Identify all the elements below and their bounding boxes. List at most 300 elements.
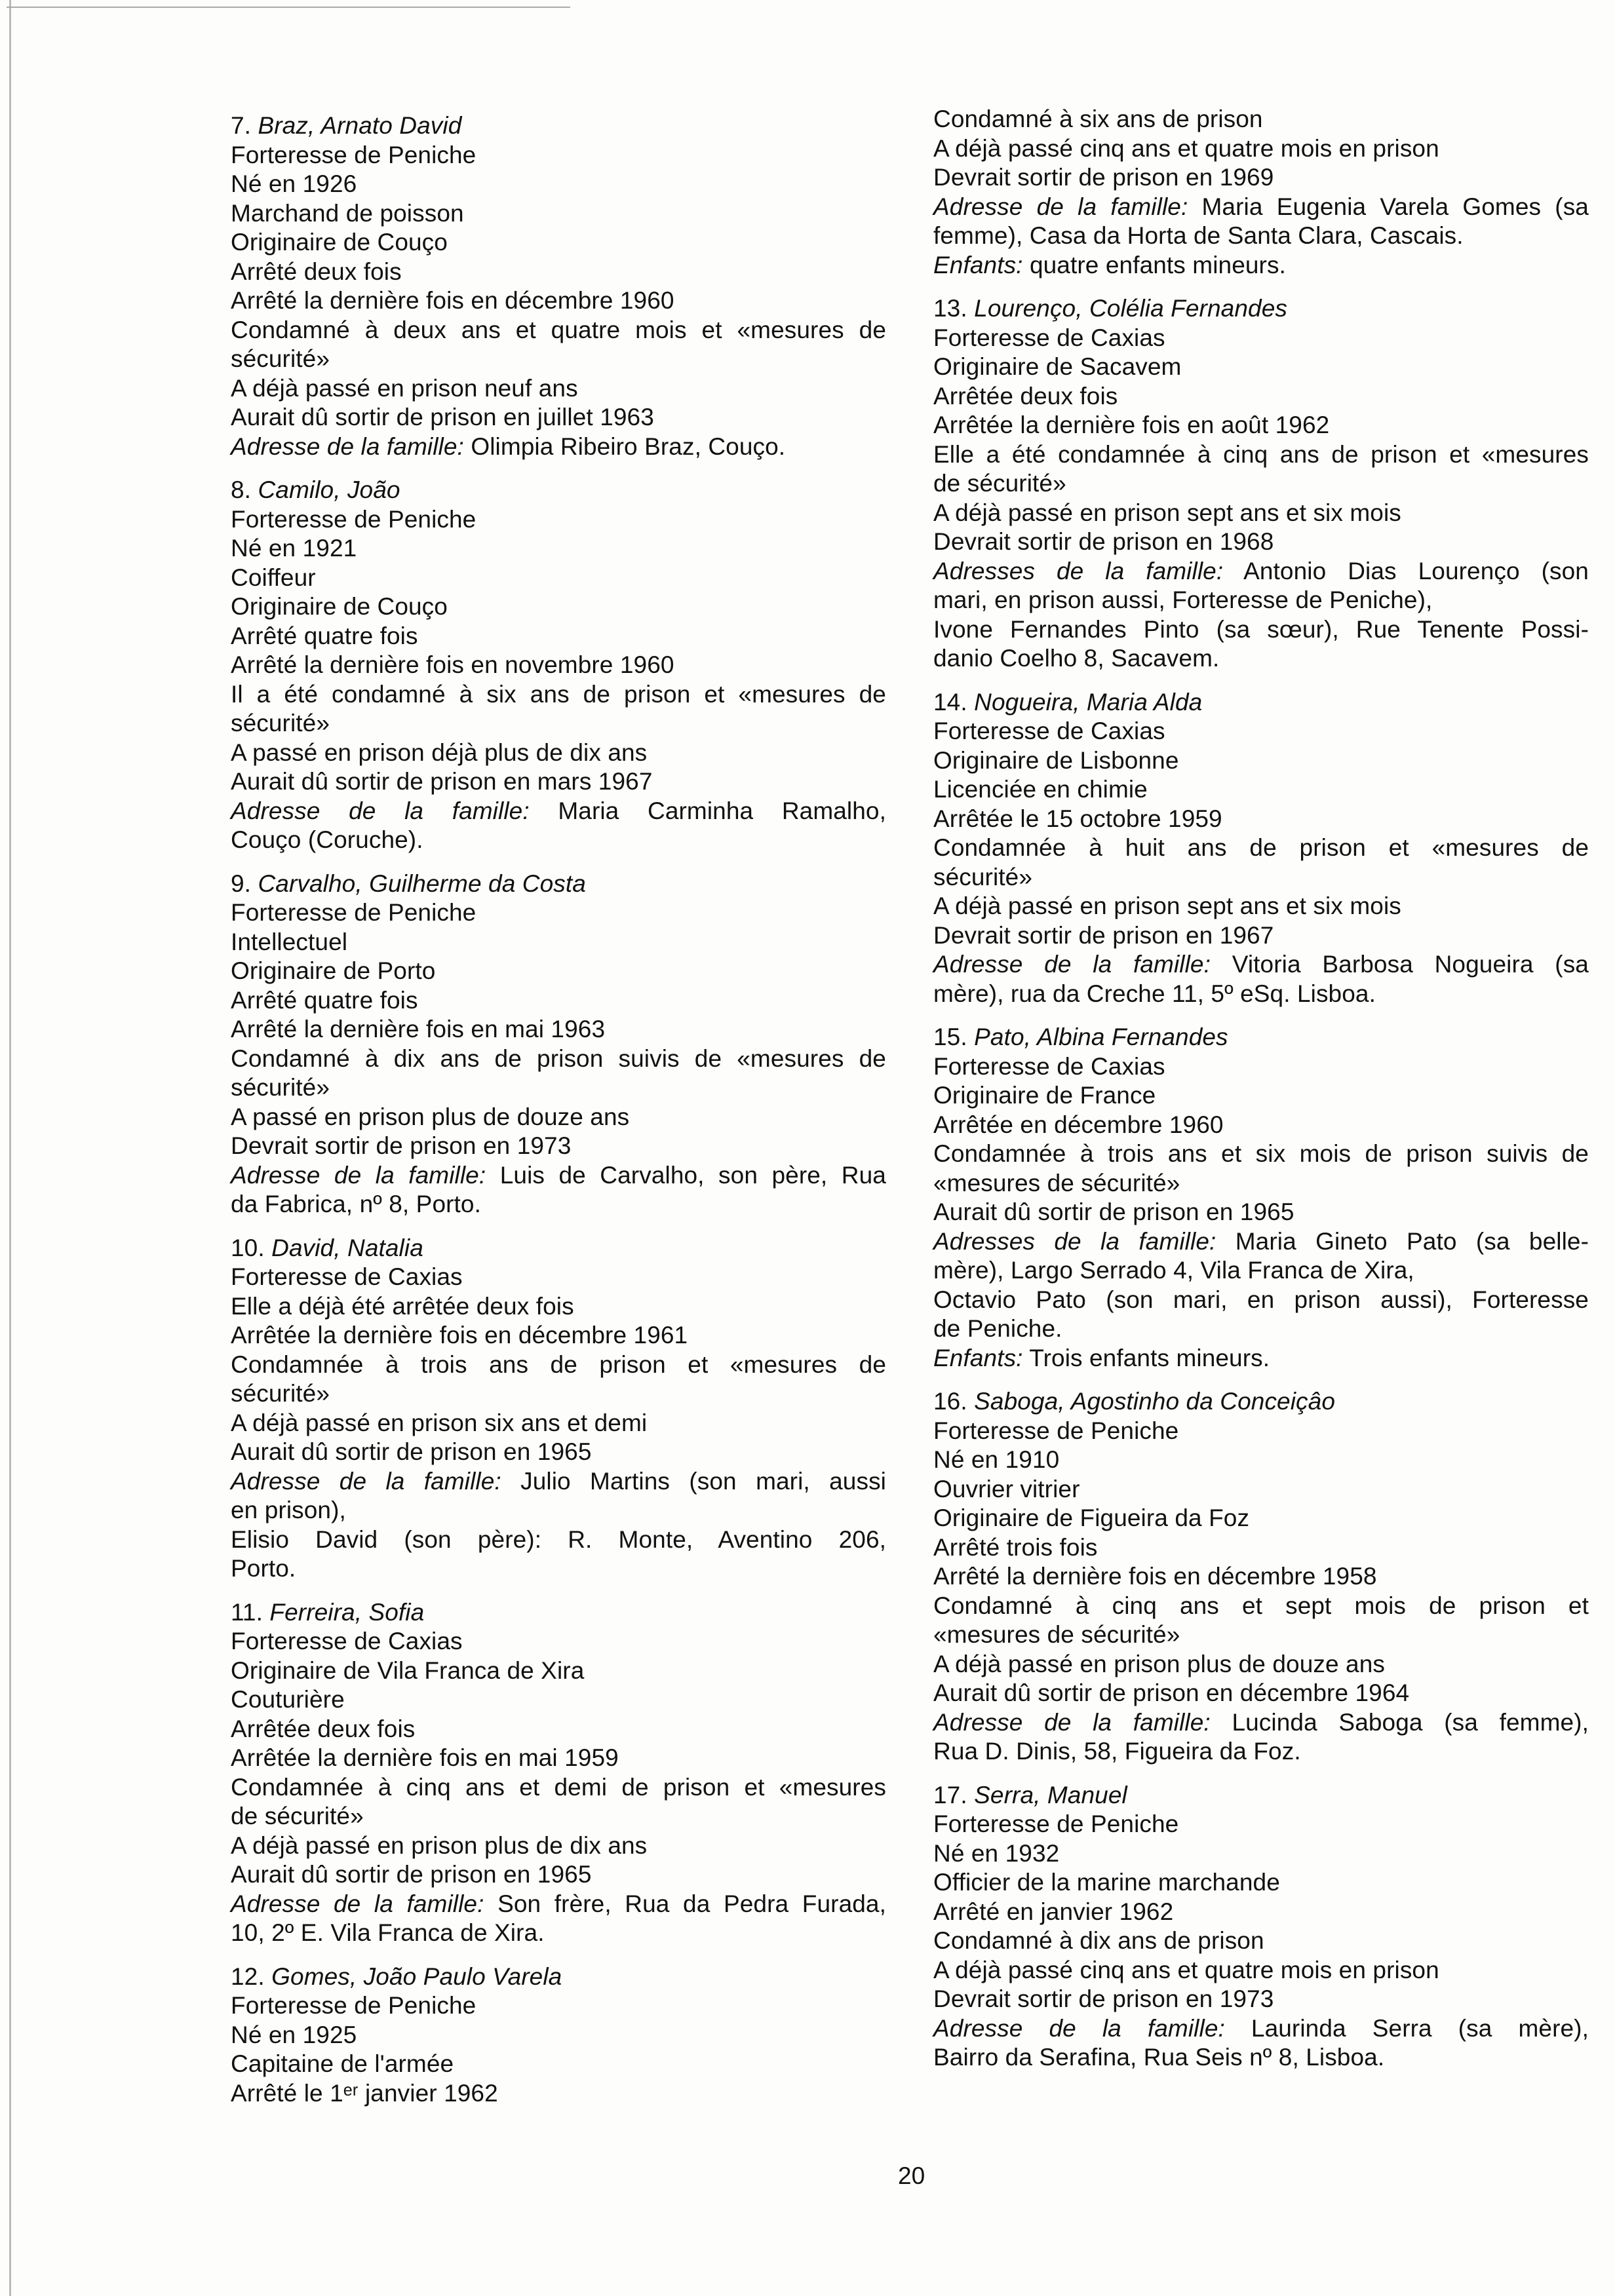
field-text: Antonio Dias Lourenço (son: [1223, 557, 1589, 584]
field-text: Devrait sortir de prison en 1968: [933, 528, 1274, 555]
entry-line: [933, 1344, 1589, 1373]
field-text: sécurité»: [933, 863, 1033, 890]
field-text: Aurait dû sortir de prison en 1965: [933, 1198, 1294, 1225]
entry-number: 12.: [231, 1962, 265, 1990]
field-text: Originaire de France: [933, 1082, 1156, 1109]
entry-line: [231, 286, 886, 316]
field-text: de sécurité»: [933, 470, 1066, 497]
field-text: Originaire de Vila Franca de Xira: [231, 1656, 585, 1684]
entry-line: [933, 1139, 1589, 1169]
entry-line: [933, 193, 1589, 222]
entry-line: [231, 2050, 886, 2079]
field-text: Condamnée à cinq ans et demi de prison et «mesures: [231, 1773, 886, 1801]
entry-line: [231, 1409, 886, 1438]
field-text: Forteresse de Peniche: [933, 1810, 1179, 1837]
entry-line: [933, 892, 1589, 921]
field-text: sécurité»: [231, 710, 330, 737]
field-text: Condamné à cinq ans et sept mois de prison et: [933, 1592, 1589, 1619]
entry-line: [933, 1504, 1589, 1533]
entry-line: [231, 1379, 886, 1409]
field-text: Intellectuel: [231, 928, 348, 955]
field-label: Adresse de la famille:: [231, 1467, 501, 1495]
entry-line: [933, 746, 1589, 776]
entry-line: [933, 717, 1589, 746]
field-text: Luis de Carvalho, son père, Rua: [486, 1161, 886, 1189]
field-text: Il a été condamné à six ans de prison et «mesures de: [231, 680, 886, 708]
field-text: de Peniche.: [933, 1315, 1062, 1342]
field-text: Devrait sortir de prison en 1973: [231, 1132, 572, 1159]
field-label: Adresse de la famille:: [231, 1161, 486, 1189]
entry-line: [231, 1715, 886, 1744]
entry-line: [933, 382, 1589, 411]
field-text: Arrêté trois fois: [933, 1533, 1098, 1561]
entry-line: [231, 1132, 886, 1161]
field-text: Aurait dû sortir de prison en décembre 1964: [933, 1679, 1410, 1706]
field-text: Arrêté la dernière fois en novembre 1960: [231, 651, 674, 678]
field-label: Enfants:: [933, 1344, 1023, 1371]
entry-line: [231, 258, 886, 287]
field-text: A déjà passé en prison sept ans et six mois: [933, 892, 1401, 919]
entry-heading: [231, 1962, 886, 1992]
entry-line: [933, 469, 1589, 499]
field-text: Capitaine de l'armée: [231, 2050, 454, 2077]
entry-line: [933, 1417, 1589, 1446]
entry-line: [933, 1052, 1589, 1082]
field-text: mari, en prison aussi, Forteresse de Peniche),: [933, 586, 1433, 613]
entry-line: [231, 1015, 886, 1044]
entry-line: [231, 374, 886, 404]
entry-line: [231, 928, 886, 957]
field-text: quatre enfants mineurs.: [1022, 251, 1286, 278]
entry-line: [933, 1985, 1589, 2014]
entry-line: [933, 411, 1589, 440]
field-text: Originaire de Sacavem: [933, 353, 1182, 380]
entry-heading: [231, 111, 886, 141]
field-text: Arrêtée en décembre 1960: [933, 1111, 1224, 1138]
field-text: Forteresse de Peniche: [231, 1992, 477, 2019]
prisoner-entry: [231, 870, 886, 1219]
entry-line: [231, 957, 886, 986]
field-text: A déjà passé en prison neuf ans: [231, 374, 578, 402]
field-text: A passé en prison plus de douze ans: [231, 1103, 630, 1130]
field-text: femme), Casa da Horta de Santa Clara, Cascais.: [933, 222, 1464, 249]
entry-line: [933, 1169, 1589, 1198]
field-text: Aurait dû sortir de prison en mars 1967: [231, 768, 653, 795]
entry-line: [933, 163, 1589, 193]
field-label: Adresse de la famille:: [231, 1890, 484, 1917]
field-text: A déjà passé cinq ans et quatre mois en prison: [933, 134, 1439, 162]
entry-name: Saboga, Agostinho da Conceiçâo: [974, 1388, 1336, 1415]
field-text: danio Coelho 8, Sacavem.: [933, 645, 1220, 672]
entry-name: Nogueira, Maria Alda: [974, 688, 1203, 716]
entry-line: [231, 1656, 886, 1686]
field-text: Arrêtée deux fois: [231, 1715, 416, 1742]
entry-line: [231, 432, 886, 462]
entry-line: [231, 1073, 886, 1103]
entry-number: 11.: [231, 1598, 263, 1626]
entry-line: [231, 1321, 886, 1350]
field-text: mère), Largo Serrado 4, Vila Franca de Xira,: [933, 1257, 1414, 1284]
entry-line: [231, 228, 886, 258]
field-text: Originaire de Porto: [231, 957, 436, 984]
entry-number: 10.: [231, 1234, 265, 1261]
entry-line: [231, 622, 886, 651]
entry-line: [933, 1926, 1589, 1956]
field-text: Forteresse de Peniche: [231, 505, 477, 533]
entry-line: [933, 1562, 1589, 1592]
entry-line: [231, 1627, 886, 1656]
prisoner-entry: [231, 111, 886, 461]
entry-line: [933, 980, 1589, 1009]
entry-heading: [231, 1598, 886, 1628]
field-text: Forteresse de Caxias: [933, 718, 1165, 744]
prisoner-entry: [231, 476, 886, 855]
field-text: Originaire de Lisbonne: [933, 746, 1179, 774]
field-text: Octavio Pato (son mari, en prison aussi), Forteresse: [933, 1286, 1589, 1313]
field-text: Maria Eugenia Varela Gomes (sa: [1188, 193, 1589, 220]
entry-number: 8.: [231, 476, 252, 503]
entry-line: [933, 557, 1589, 586]
left-column: [231, 111, 886, 2122]
field-text: 10, 2º E. Vila Franca de Xira.: [231, 1919, 545, 1946]
field-text: Forteresse de Caxias: [231, 1628, 463, 1655]
field-label: Enfants:: [933, 251, 1023, 278]
entry-line: [231, 651, 886, 680]
field-text: Ouvrier vitrier: [933, 1475, 1080, 1502]
field-text: Arrêtée la dernière fois en décembre 1961: [231, 1322, 688, 1349]
field-text: Originaire de Couço: [231, 229, 448, 256]
field-text: sécurité»: [231, 345, 330, 372]
field-text: Forteresse de Peniche: [231, 899, 477, 926]
entry-line: [231, 534, 886, 564]
field-text: Devrait sortir de prison en 1967: [933, 921, 1274, 949]
field-text: Né en 1925: [231, 2021, 357, 2048]
field-text: Licenciée en chimie: [933, 776, 1148, 803]
field-text: Condamnée à trois ans de prison et «mesures de: [231, 1350, 886, 1378]
entry-name: Ferreira, Sofia: [269, 1598, 425, 1626]
field-text: sécurité»: [231, 1380, 330, 1407]
field-text: Arrêté quatre fois: [231, 622, 418, 649]
entry-line: [933, 1679, 1589, 1708]
entry-line: [933, 1256, 1589, 1286]
field-text: Julio Martins (son mari, aussi: [501, 1467, 886, 1495]
entry-line: [231, 738, 886, 768]
entry-line: [933, 2014, 1589, 2044]
entry-line: [933, 440, 1589, 470]
field-label: Adresse de la famille:: [933, 951, 1211, 978]
field-label: Adresses de la famille:: [933, 557, 1224, 584]
entry-line: [231, 1263, 886, 1292]
field-text: Condamné à six ans de prison: [933, 105, 1263, 132]
entry-heading: [231, 1234, 886, 1263]
entry-line: [231, 592, 886, 622]
entry-line: [231, 1292, 886, 1322]
field-text: Trois enfants mineurs.: [1022, 1344, 1270, 1371]
field-text: Forteresse de Peniche: [231, 141, 477, 168]
entry-line: [933, 615, 1589, 645]
entry-line: [933, 324, 1589, 353]
entry-name: Serra, Manuel: [974, 1781, 1127, 1808]
field-text: Condamnée à trois ans et six mois de prison suivis de: [933, 1140, 1589, 1167]
field-text: mère), rua da Creche 11, 5º eSq. Lisboa.: [933, 980, 1376, 1007]
scan-edge-line: [9, 0, 11, 2296]
prisoner-entry: [231, 1598, 886, 1948]
entry-line: [231, 505, 886, 535]
prisoner-entry: [933, 1781, 1589, 2073]
entry-heading: [933, 688, 1589, 718]
entry-line: [231, 1831, 886, 1861]
entry-heading: [231, 476, 886, 505]
field-label: Adresse de la famille:: [231, 797, 530, 824]
field-text: Ivone Fernandes Pinto (sa sœur), Rue Tenente Possi-: [933, 615, 1589, 643]
field-text: Officier de la marine marchande: [933, 1869, 1280, 1896]
entry-heading: [933, 294, 1589, 324]
entry-line: [231, 1467, 886, 1497]
entry-line: [933, 1898, 1589, 1927]
entry-line: [933, 921, 1589, 951]
entry-line: [231, 1890, 886, 1919]
prisoner-entry: [231, 1234, 886, 1584]
field-text: A déjà passé en prison six ans et demi: [231, 1409, 648, 1436]
prisoner-entry: [933, 1387, 1589, 1767]
entry-number: 7.: [231, 112, 252, 139]
field-text: Vitoria Barbosa Nogueira (sa: [1210, 951, 1589, 978]
entry-name: Gomes, João Paulo Varela: [271, 1962, 562, 1990]
field-label: Adresse de la famille:: [933, 2014, 1225, 2042]
entry-line: [231, 797, 886, 826]
entry-line: [231, 1860, 886, 1890]
field-text: Arrêté en janvier 1962: [933, 1898, 1174, 1925]
field-text: Arrêtée la dernière fois en août 1962: [933, 411, 1330, 438]
field-label: Adresse de la famille:: [231, 432, 464, 460]
entry-line: [933, 1475, 1589, 1504]
entry-line: [933, 1650, 1589, 1679]
entry-line: [933, 1737, 1589, 1767]
field-text: Forteresse de Caxias: [933, 1052, 1165, 1080]
field-text: Couturière: [231, 1686, 345, 1713]
field-text: Condamné à deux ans et quatre mois et «mesures de: [231, 316, 886, 343]
entry-line: [231, 1103, 886, 1132]
entry-line: [933, 251, 1589, 280]
field-text: Maria Gineto Pato (sa belle-: [1216, 1227, 1589, 1255]
entry-line: [231, 170, 886, 199]
entry-line: [933, 1111, 1589, 1140]
field-text: Elle a déjà été arrêtée deux fois: [231, 1292, 574, 1320]
entry-heading: [231, 870, 886, 899]
entry-name: Braz, Arnato David: [258, 112, 462, 139]
entry-line: [231, 345, 886, 374]
field-text: Aurait dû sortir de prison en 1965: [231, 1861, 592, 1888]
prisoner-entry: [231, 1962, 886, 2109]
field-text: A passé en prison déjà plus de dix ans: [231, 738, 648, 766]
entry-line: [933, 499, 1589, 528]
field-text: Arrêté deux fois: [231, 258, 402, 285]
entry-line: [231, 1190, 886, 1219]
entry-line: [933, 1868, 1589, 1898]
field-text: Originaire de Couço: [231, 593, 448, 620]
entry-number: 14.: [933, 688, 967, 716]
field-text: Lucinda Saboga (sa femme),: [1210, 1708, 1589, 1736]
entry-line: [933, 1839, 1589, 1869]
field-text: Arrêtée la dernière fois en mai 1959: [231, 1744, 619, 1771]
entry-line: [231, 2079, 886, 2109]
entry-heading: [933, 1781, 1589, 1810]
entry-line: [933, 527, 1589, 557]
field-text: Coiffeur: [231, 564, 316, 591]
entry-line: [933, 1956, 1589, 1985]
entry-line: [933, 833, 1589, 863]
entry-line: [933, 1314, 1589, 1344]
entry-line: [231, 709, 886, 738]
field-text: Arrêté quatre fois: [231, 986, 418, 1014]
entry-heading: [933, 1387, 1589, 1417]
entry-line: [933, 950, 1589, 980]
field-text: A déjà passé cinq ans et quatre mois en prison: [933, 1956, 1439, 1983]
entry-name: Pato, Albina Fernandes: [974, 1024, 1228, 1050]
field-text: Laurinda Serra (sa mère),: [1224, 2014, 1589, 2042]
entry-line: [933, 2043, 1589, 2073]
field-text: Elle a été condamnée à cinq ans de prison et «mesures: [933, 440, 1589, 468]
entry-line: [933, 353, 1589, 382]
entry-name: Carvalho, Guilherme da Costa: [258, 870, 586, 897]
field-text: Forteresse de Caxias: [933, 324, 1165, 351]
field-text: da Fabrica, nº 8, Porto.: [231, 1191, 481, 1217]
page-number: 20: [898, 2162, 925, 2189]
field-text: Arrêtée le 15 octobre 1959: [933, 805, 1222, 832]
entry-line: [933, 1592, 1589, 1621]
entry-number: 17.: [933, 1781, 967, 1808]
entry-line: [231, 2021, 886, 2050]
field-text: Bairro da Serafina, Rua Seis nº 8, Lisboa.: [933, 2044, 1385, 2071]
field-text: Rua D. Dinis, 58, Figueira da Foz.: [933, 1738, 1301, 1765]
field-text: Porto.: [231, 1555, 296, 1582]
entry-number: 13.: [933, 295, 967, 322]
entry-line: [231, 826, 886, 855]
prisoner-entry: [933, 688, 1589, 1009]
entry-line: [933, 1810, 1589, 1839]
field-text: Aurait dû sortir de prison en juillet 1963: [231, 404, 654, 430]
entry-name: David, Natalia: [271, 1234, 423, 1261]
field-label: Adresses de la famille:: [933, 1227, 1216, 1255]
entry-line: [933, 105, 1589, 134]
prisoner-entry: [933, 294, 1589, 674]
field-text: sécurité»: [231, 1074, 330, 1101]
entry-line: [231, 1744, 886, 1773]
entry-line: [933, 1445, 1589, 1475]
entry-line: [231, 1991, 886, 2021]
entry-line: [933, 221, 1589, 251]
field-label: Adresse de la famille:: [933, 1708, 1211, 1736]
entry-line: [231, 1685, 886, 1715]
field-text: Condamné à dix ans de prison: [933, 1927, 1264, 1954]
entry-line: [231, 1554, 886, 1584]
entry-line: [933, 1286, 1589, 1315]
field-text: Arrêté la dernière fois en décembre 1958: [933, 1563, 1377, 1590]
entry-line: [231, 1161, 886, 1191]
field-text: Aurait dû sortir de prison en 1965: [231, 1438, 592, 1465]
entry-name: Lourenço, Colélia Fernandes: [974, 295, 1287, 322]
entry-line: [933, 1708, 1589, 1738]
entry-line: [231, 1919, 886, 1948]
entry-heading: [933, 1023, 1589, 1052]
entry-line: [231, 1525, 886, 1555]
field-text: en prison),: [231, 1497, 346, 1523]
entry-line: [933, 134, 1589, 164]
entry-name: Camilo, João: [258, 476, 400, 503]
field-text: A déjà passé en prison plus de douze ans: [933, 1650, 1385, 1677]
field-text: Devrait sortir de prison en 1969: [933, 164, 1274, 191]
field-text: Né en 1926: [231, 170, 357, 197]
field-text: Forteresse de Peniche: [933, 1417, 1179, 1444]
field-text: «mesures de sécurité»: [933, 1621, 1180, 1648]
entry-line: [231, 1773, 886, 1803]
entry-line: [231, 1044, 886, 1074]
field-label: Adresse de la famille:: [933, 193, 1188, 220]
field-text: Condamnée à huit ans de prison et «mesures de: [933, 834, 1589, 861]
entry-line: [933, 1198, 1589, 1227]
entry-line: [231, 1350, 886, 1380]
prisoner-entry: [933, 1023, 1589, 1373]
entry-line: [933, 1227, 1589, 1257]
field-text: Son frère, Rua da Pedra Furada,: [484, 1890, 886, 1917]
field-text: de sécurité»: [231, 1803, 364, 1829]
field-text: Forteresse de Caxias: [231, 1263, 463, 1290]
field-text: Condamné à dix ans de prison suivis de «mesures de: [231, 1044, 886, 1072]
entry-line: [231, 199, 886, 229]
entry-line: [231, 680, 886, 710]
field-text: Né en 1932: [933, 1839, 1060, 1867]
entry-number: 9.: [231, 870, 252, 897]
field-text: Arrêté la dernière fois en mai 1963: [231, 1016, 606, 1043]
entry-line: [933, 1533, 1589, 1563]
top-rule: [7, 7, 570, 8]
entry-line: [231, 141, 886, 170]
entry-line: [231, 316, 886, 345]
field-text: Originaire de Figueira da Foz: [933, 1504, 1250, 1531]
entry-line: [933, 863, 1589, 892]
field-text: A déjà passé en prison plus de dix ans: [231, 1831, 648, 1859]
entry-line: [933, 1081, 1589, 1111]
entry-number: 15.: [933, 1024, 967, 1050]
field-text: Elisio David (son père): R. Monte, Aventino 206,: [231, 1525, 886, 1553]
right-column: [933, 105, 1589, 2087]
field-text: Couço (Coruche).: [231, 826, 423, 853]
entry-line: [933, 775, 1589, 805]
prisoner-entry: [933, 105, 1589, 280]
entry-line: [231, 986, 886, 1016]
field-text: Arrêtée deux fois: [933, 382, 1118, 410]
entry-line: [231, 767, 886, 797]
entry-line: [231, 1802, 886, 1831]
field-text: Olimpia Ribeiro Braz, Couço.: [463, 432, 786, 460]
entry-line: [933, 586, 1589, 615]
field-text: A déjà passé en prison sept ans et six mois: [933, 499, 1401, 526]
entry-line: [933, 805, 1589, 834]
entry-line: [231, 1496, 886, 1525]
entry-line: [231, 898, 886, 928]
entry-number: 16.: [933, 1388, 967, 1415]
field-text: Devrait sortir de prison en 1973: [933, 1985, 1274, 2012]
field-text: Arrêté le 1ᵉʳ janvier 1962: [231, 2079, 498, 2107]
field-text: Né en 1910: [933, 1446, 1060, 1473]
field-text: Arrêté la dernière fois en décembre 1960: [231, 287, 674, 314]
entry-line: [231, 564, 886, 593]
entry-line: [933, 1620, 1589, 1650]
field-text: Maria Carminha Ramalho,: [529, 797, 886, 824]
entry-line: [231, 403, 886, 432]
entry-line: [231, 1438, 886, 1467]
field-text: Marchand de poisson: [231, 199, 464, 227]
